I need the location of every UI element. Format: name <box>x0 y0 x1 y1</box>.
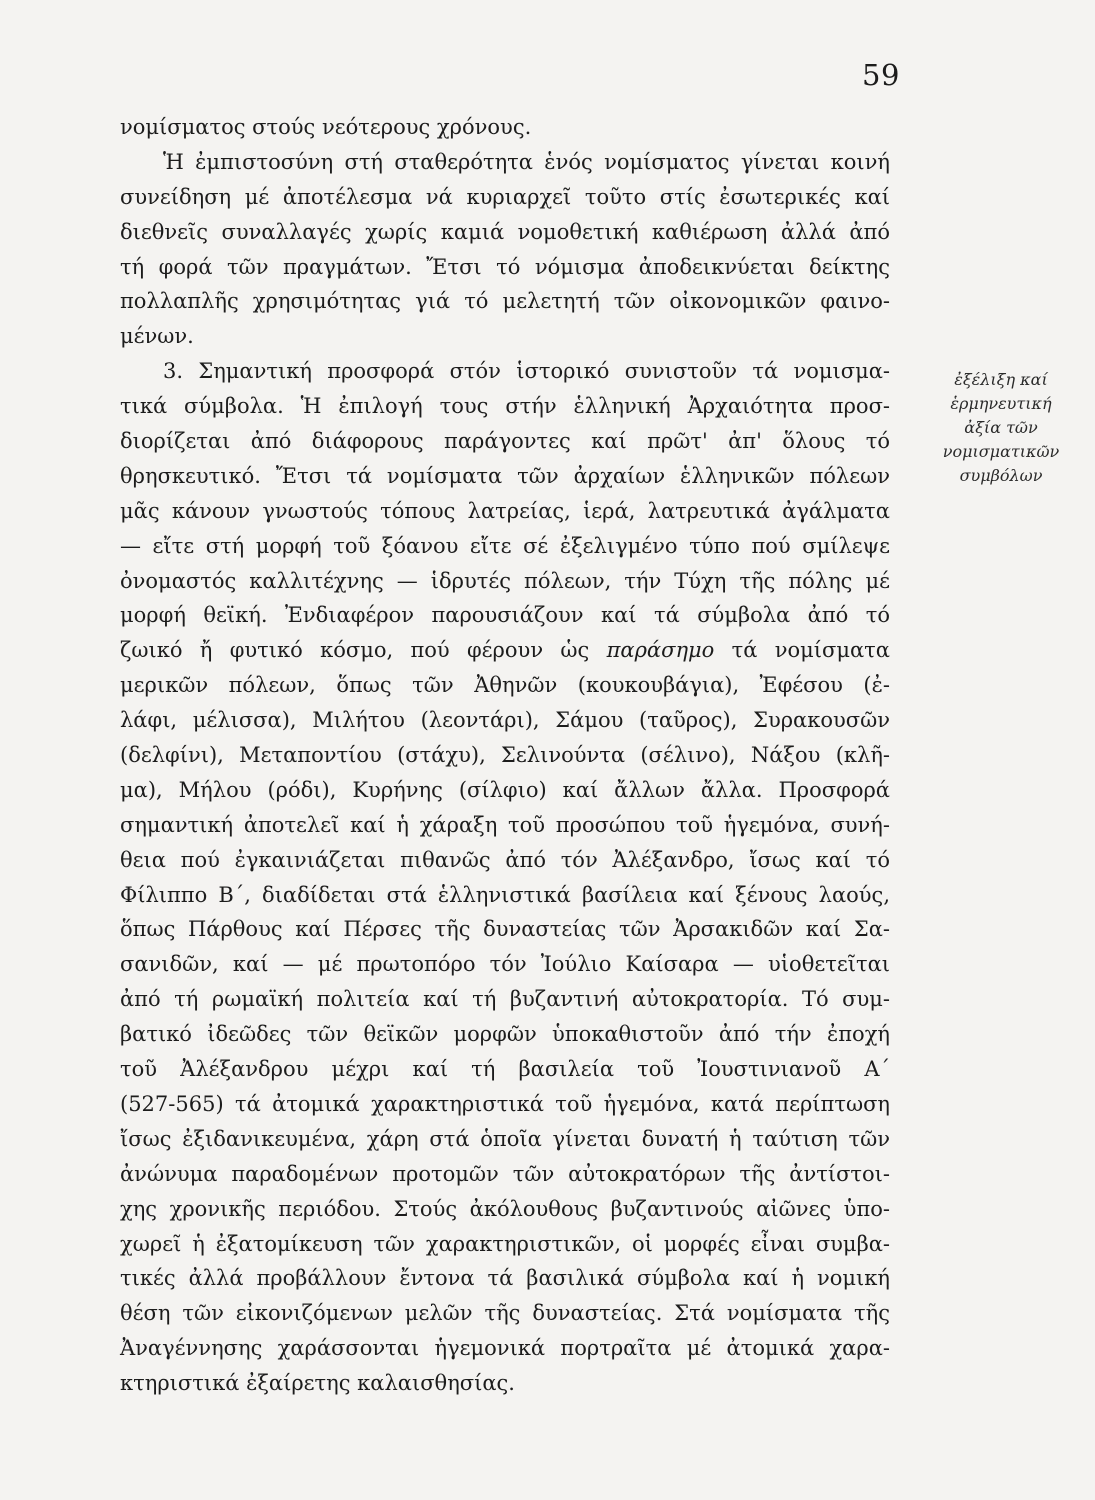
text-line: Ἀναγέννησης χαράσσονται ἡγεμονικά πορτραῖτα μέ ἀτομικά χαρα- <box>120 1336 890 1361</box>
margin-note-line: ἐξέλιξη καί <box>954 370 1048 389</box>
text-line: νομίσματος στούς νεότερους χρόνους. <box>120 115 532 139</box>
margin-note-line: νομισματικῶν <box>942 442 1060 461</box>
text-line: Φίλιππο Β΄, διαδίδεται στά ἑλληνιστικά βασίλεια καί ξένους λαούς, <box>120 882 890 907</box>
text-line: θρησκευτικό. Ἔτσι τά νομίσματα τῶν ἀρχαίων ἑλληνικῶν πόλεων <box>120 463 890 488</box>
text-line: σανιδῶν, καί — μέ πρωτοπόρο τόν Ἰούλιο Καίσαρα — υἱοθετεῖται <box>120 952 890 977</box>
text-line: μένων. <box>120 324 194 349</box>
text-line: ὀνομαστός καλλιτέχνης — ἱδρυτές πόλεων, τήν Τύχη τῆς πόλης μέ <box>120 568 890 593</box>
text-line: θέση τῶν εἰκονιζόμενων μελῶν τῆς δυναστείας. Στά νομίσματα τῆς <box>120 1301 890 1326</box>
margin-note <box>926 368 1076 488</box>
text-span: τά νομίσματα <box>731 638 890 663</box>
text-span: ζωικό ἤ φυτικό κόσμο, πού φέρουν ὡς <box>120 638 590 663</box>
text-line: κτηριστικά ἐξαίρετης καλαισθησίας. <box>120 1371 515 1396</box>
text-line-mixed <box>120 633 890 668</box>
text-line: θεια πού ἐγκαινιάζεται πιθανῶς ἀπό τόν Ἀλέξανδρο, ἴσως καί τό <box>120 847 890 872</box>
text-line: τικά σύμβολα. Ἡ ἐπιλογή τους στήν ἑλληνική Ἀρχαιότητα προσ- <box>120 394 890 419</box>
text-line: πολλαπλῆς χρησιμότητας γιά τό μελετητή τῶν οἰκονομικῶν φαινο- <box>120 289 890 314</box>
text-line: συνείδηση μέ ἀποτέλεσμα νά κυριαρχεῖ τοῦτο στίς ἐσωτερικές καί <box>120 184 890 209</box>
body-text <box>120 110 890 1401</box>
text-line: μορφή θεϊκή. Ἐνδιαφέρον παρουσιάζουν καί τά σύμβολα ἀπό τό <box>120 603 890 628</box>
text-line: βατικό ἰδεῶδες τῶν θεϊκῶν μορφῶν ὑποκαθιστοῦν ἀπό τήν ἐποχή <box>120 1022 890 1047</box>
text-line: μᾶς κάνουν γνωστούς τόπους λατρείας, ἱερά, λατρευτικά ἀγάλματα <box>120 498 890 523</box>
text-line: σημαντική ἀποτελεῖ καί ἡ χάραξη τοῦ προσώπου τοῦ ἡγεμόνα, συνή- <box>120 812 890 837</box>
text-line: 3. Σημαντική προσφορά στόν ἱστορικό συνιστοῦν τά νομισμα- <box>163 359 890 384</box>
text-line: μα), Μήλου (ρόδι), Κυρήνης (σίλφιο) καί ἄλλων ἄλλα. Προσφορά <box>120 777 890 802</box>
page-number: 59 <box>862 58 900 92</box>
text-line: τικές ἀλλά προβάλλουν ἔντονα τά βασιλικά σύμβολα καί ἡ νομική <box>120 1266 890 1291</box>
text-line: Ἡ ἐμπιστοσύνη στή σταθερότητα ἑνός νομίσματος γίνεται κοινή <box>163 149 890 174</box>
text-line: ἀπό τή ρωμαϊκή πολιτεία καί τή βυζαντινή αὐτοκρατορία. Τό συμ- <box>120 987 890 1012</box>
text-line: (δελφίνι), Μεταποντίου (στάχυ), Σελινούντα (σέλινο), Νάξου (κλῆ- <box>120 743 890 768</box>
text-line: διορίζεται ἀπό διάφορους παράγοντες καί πρῶτ' ἀπ' ὅλους τό <box>120 429 890 454</box>
margin-note-line: συμβόλων <box>959 466 1043 485</box>
text-line: τή φορά τῶν πραγμάτων. Ἔτσι τό νόμισμα ἀποδεικνύεται δείκτης <box>120 254 890 279</box>
text-line: (527-565) τά ἀτομικά χαρακτηριστικά τοῦ ἡγεμόνα, κατά περίπτωση <box>120 1091 890 1116</box>
text-line: χωρεῖ ἡ ἐξατομίκευση τῶν χαρακτηριστικῶν, οἱ μορφές εἶναι συμβα- <box>120 1231 890 1256</box>
text-line: διεθνεῖς συναλλαγές χωρίς καμιά νομοθετική καθιέρωση ἀλλά ἀπό <box>120 219 890 244</box>
text-line: τοῦ Ἀλέξανδρου μέχρι καί τή βασιλεία τοῦ Ἰουστινιανοῦ Α΄ <box>120 1057 890 1082</box>
text-line: — εἴτε στή μορφή τοῦ ξόανου εἴτε σέ ἐξελιγμένο τύπο πού σμίλεψε <box>120 533 890 558</box>
text-line: ἀνώνυμα παραδομένων προτομῶν τῶν αὐτοκρατόρων τῆς ἀντίστοι- <box>120 1161 890 1186</box>
text-line: λάφι, μέλισσα), Μιλήτου (λεοντάρι), Σάμου (ταῦρος), Συρακουσῶν <box>120 708 890 733</box>
text-line: χης χρονικῆς περιόδου. Στούς ἀκόλουθους βυζαντινούς αἰῶνες ὑπο- <box>120 1196 890 1221</box>
margin-note-line: ἀξία τῶν <box>964 418 1038 437</box>
italic-term: παράσημο <box>606 638 715 663</box>
text-line: ὅπως Πάρθους καί Πέρσες τῆς δυναστείας τῶν Ἀρσακιδῶν καί Σα- <box>120 917 890 942</box>
text-line: μερικῶν πόλεων, ὅπως τῶν Ἀθηνῶν (κουκουβάγια), Ἐφέσου (ἐ- <box>120 673 890 698</box>
text-line: ἴσως ἐξιδανικευμένα, χάρη στά ὁποῖα γίνεται δυνατή ἡ ταύτιση τῶν <box>120 1126 890 1151</box>
margin-note-line: ἑρμηνευτική <box>950 394 1052 413</box>
